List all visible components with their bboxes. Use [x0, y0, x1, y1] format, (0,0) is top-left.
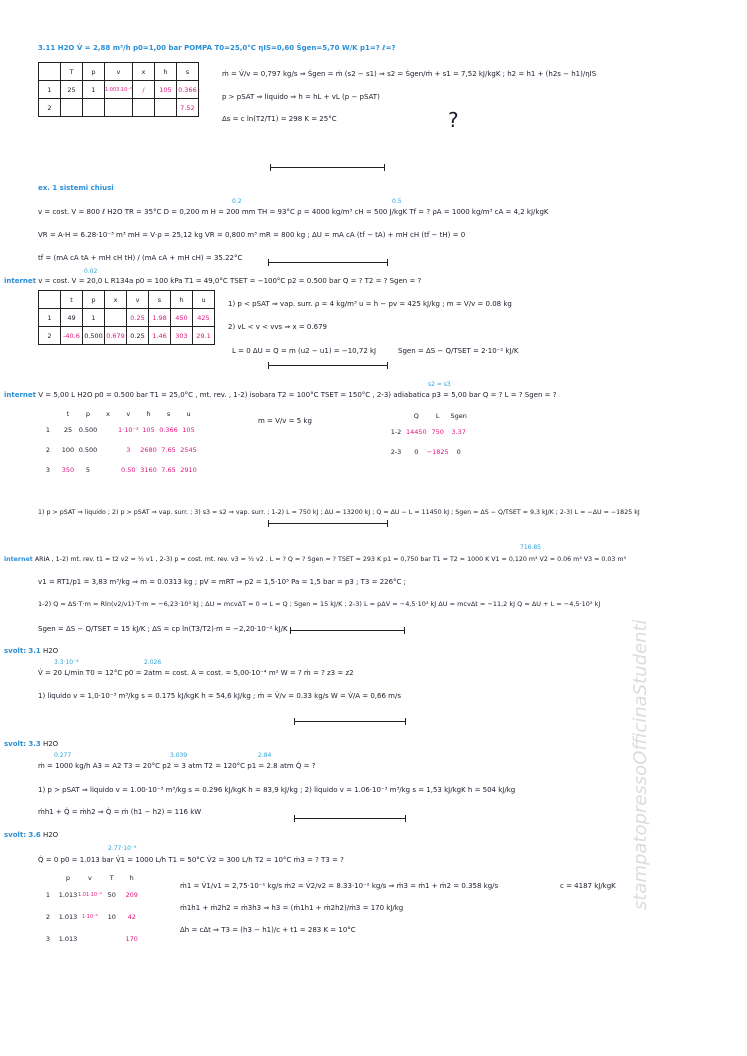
cell: 1.98: [149, 309, 171, 327]
b1-table: [38, 62, 199, 117]
cell: 0.50: [121, 466, 136, 474]
b5-line-1: v1 = RT1/p1 = 3,83 m³/kg ⇒ m = 0.0313 kg ; pV = mRT ⇒ p2 = 1,5·10⁵ Pa = 1,5 bar = p3 ; T3 = 226°C ;: [38, 578, 407, 586]
cell: 3: [126, 446, 131, 454]
b8-c: c = 4187 kJ/kgK: [560, 882, 616, 890]
b6-sub: H2O: [42, 647, 59, 655]
cell: v: [105, 63, 133, 81]
cell: 425: [193, 309, 215, 327]
b6-line-2: 1) liquido v = 1,0·10⁻³ m³/kg s = 0.175 kJ/kgK h = 54,6 kJ/kg ; ṁ = V̇/v = 0.33 kg/s W = V̇/A = 0,66 m/s: [38, 692, 401, 700]
cell: T: [61, 63, 83, 81]
cell: 450: [171, 309, 193, 327]
b8-num: 3.6: [28, 831, 41, 839]
cell: 1: [39, 81, 61, 99]
cell: L: [435, 412, 440, 420]
cell: h: [146, 410, 151, 418]
b7-tag: svolt:: [4, 740, 27, 748]
cell: 0.366: [176, 81, 198, 99]
cell: 0.500: [78, 446, 98, 454]
cell: p: [85, 410, 91, 418]
cell: 1·10⁻³: [81, 914, 98, 920]
b8-line-3: Δh = cΔt ⇒ T3 = (h3 − h1)/c + t1 = 283 K = 10°C: [180, 926, 356, 934]
b2-line-3: tf = (mA cA tA + mH cH tH) / (mA cA + mH cH) = 35.22°C: [38, 254, 243, 262]
b3-step-1: 1) p < pSAT ⇒ vap. surr. ρ = 4 kg/m³ u = h − pv = 425 kJ/kg ; m = V/v = 0.08 kg: [228, 300, 512, 308]
b8-sub: H2O: [42, 831, 59, 839]
cell: 1.46: [149, 327, 171, 345]
cell: 1.01·10⁻³: [78, 892, 102, 898]
cell: 42: [127, 913, 136, 921]
cell: 1: [45, 891, 51, 899]
b7-num: 3.3: [28, 740, 41, 748]
b5-head-text: ARIA , 1-2) mt. rev. t1 = t2 v2 = ½ v1 , 2-3) p = cost. mt. rev. v3 = ½ v2 . L = ? Q = ? Sgen = ? TSET = 293 K p1 = 0,750 bar T1 = T2 = 1000 K V1 = 0,120 m³ V2 = 0.06 m³ V3 = 0.03 m³: [34, 556, 627, 563]
b8-tag: svolt:: [4, 831, 27, 839]
cell: 750: [431, 428, 444, 436]
b7-header: [4, 740, 58, 749]
cell: Q: [413, 412, 419, 420]
b2-note-1: 0.2: [232, 198, 242, 205]
b5-header: [4, 555, 626, 564]
cell: t: [66, 410, 70, 418]
separator: [290, 630, 405, 631]
cell: 105: [154, 81, 176, 99]
b7-sub: H2O: [42, 740, 59, 748]
cell: 7.52: [176, 99, 198, 117]
cell: 209: [125, 891, 138, 899]
cell: 1.013: [58, 935, 78, 943]
cell: 10: [107, 913, 116, 921]
cell: 1·10⁻³: [118, 426, 139, 434]
b7-line-1: ṁ = 1000 kg/h A3 = A2 T3 = 20°C p2 = 3 atm T2 = 120°C p1 = 2.8 atm Q̇ = ?: [38, 762, 316, 770]
cell: 25: [61, 81, 83, 99]
cell: 14450: [406, 428, 427, 436]
b3-table: [38, 290, 215, 345]
cell: 1.003·10⁻³: [105, 81, 133, 99]
cell: 2910: [180, 466, 197, 474]
cell: 100: [61, 446, 75, 454]
b4-q-table: [386, 410, 469, 462]
cell: 1: [45, 426, 51, 434]
b2-line-2: VR = A·H = 6.28·10⁻³ m³ mH = V·ρ = 25,12 kg VR = 0,800 m³ mR = 800 kg ; ΔU = mA cA (tf − tA) + mH cH (tf − tH) = 0: [38, 231, 466, 239]
b1-tag: 3.11 H2O V̇ = 2,88 m³/h p0=1,00 bar POMPA T0=25,0°C ηIS=0,60 Ṡgen=5,70 W/K p1=? ℓ=?: [38, 44, 396, 52]
b2-tag: ex. 1 sistemi chiusi: [38, 184, 114, 192]
cell: 25: [63, 426, 73, 434]
cell: v: [127, 291, 149, 309]
cell: 105: [182, 426, 195, 434]
cell: 2: [45, 446, 51, 454]
cell: 0: [456, 448, 461, 456]
cell: 1: [83, 309, 105, 327]
separator: [268, 365, 388, 366]
b5-note: 716.85: [520, 544, 541, 551]
cell: 49: [61, 309, 83, 327]
cell: v: [126, 410, 131, 418]
cell: 2545: [180, 446, 197, 454]
separator: [294, 721, 406, 722]
cell: 1: [39, 309, 61, 327]
b8-line-1: ṁ1 = V̇1/v1 = 2,75·10⁻¹ kg/s ṁ2 = V̇2/v2 = 8.33·10⁻² kg/s ⇒ ṁ3 = ṁ1 + ṁ2 = 0.358 kg/s: [180, 882, 499, 890]
b7-line-3: ṁh1 + Q̇ = ṁh2 ⇒ Q̇ = ṁ (h1 − h2) = 116 kW: [38, 808, 202, 816]
b4-table: [38, 408, 199, 480]
cell: 0.25: [127, 309, 149, 327]
b6-line-1: V̇ = 20 L/min T0 = 12°C p0 = 2atm = cost. A = cost. = 5,00·10⁻⁴ m² W = ? ṁ = ? z3 = z2: [38, 669, 354, 677]
b4-footer: 1) p > pSAT ⇒ liquido ; 2) p > pSAT ⇒ vap. surr. ; 3) s3 = s2 ⇒ vap. surr. ; 1-2) L = 750 kJ ; ΔU = 13200 kJ ; Q = ΔU − L = 11450 kJ ; Sgen = ΔS − Q/TSET = 9,3 kJ/K ; 2-3) L = −ΔU = −1825 kJ: [38, 509, 640, 516]
b4-head-text: V = 5,00 L H2O p0 = 0.500 bar T1 = 25,0°C , mt. rev. , 1-2) isobara T2 = 100°C TSET = 150°C , 2-3) adiabatica p3 = 5,00 bar Q = ? L = ? Sgen = ?: [38, 391, 557, 399]
b5-line-2: 1-2) Q = ΔS·T·m = Rln(v2/v1)·T·m = −6,23·10³ kJ ; ΔU = mcvΔT = 0 ⇒ L = Q ; Sgen = 15 kJ/K ; 2-3) L = pΔV = −4,5·10³ kJ ΔU = mcvΔt = −11,2 kJ Q = ΔU + L = −4,5·10³ kJ: [38, 600, 601, 608]
cell: p: [65, 874, 71, 882]
cell: 0.500: [83, 327, 105, 345]
b2-note-2: 0.5: [392, 198, 402, 205]
b7-note-2: 3.039: [170, 752, 188, 759]
cell: 1.013: [58, 891, 78, 899]
b3-tag: internet: [4, 277, 37, 285]
cell: 350: [61, 466, 75, 474]
cell: v: [87, 874, 92, 882]
b7-note-1: 0.277: [54, 752, 72, 759]
cell: 1.013: [58, 913, 78, 921]
b3-step-4: Sgen = ΔS − Q/TSET = 2·10⁻² kJ/K: [398, 347, 519, 355]
cell: 1: [83, 81, 105, 99]
b8-note: 2.77·10⁻⁴: [108, 845, 137, 852]
cell: 2-3: [390, 448, 402, 456]
cell: 5: [85, 466, 91, 474]
cell: 29.1: [193, 327, 215, 345]
b7-note-3: 2.84: [258, 752, 272, 759]
cell: /: [132, 81, 154, 99]
cell: h: [171, 291, 193, 309]
cell: 0.25: [127, 327, 149, 345]
b6-header: [4, 647, 58, 656]
b1-eq3: Δs = c ln(T2/T1) = 298 K = 25°C: [222, 115, 337, 123]
cell: 0.500: [78, 426, 98, 434]
cell: u: [193, 291, 215, 309]
b4-note: s2 = s3: [428, 381, 451, 388]
cell: 50: [107, 891, 116, 899]
cell: 2680: [140, 446, 157, 454]
question-mark: ?: [448, 108, 459, 132]
b8-table: [38, 872, 142, 950]
cell: 3.37: [451, 428, 466, 436]
b8-head-text: Q̇ = 0 p0 = 1.013 bar V̇1 = 1000 L/h T1 = 50°C V̇2 = 300 L/h T2 = 10°C ṁ3 = ? T3 = ?: [38, 856, 344, 864]
b5-line-3: Sgen = ΔS − Q/TSET = 15 kJ/K ; ΔS = cp ln(T3/T2)·m = −2,20·10⁻² kJ/K: [38, 625, 288, 633]
b1-eq1: ṁ = V̇/v = 0,797 kg/s ⇒ Ṡgen = ṁ (s2 − s1) ⇒ s2 = Ṡgen/ṁ + s1 = 7,52 kJ/kgK ; h2 = h1 + (h2s − h1)/ηIS: [222, 70, 597, 78]
cell: Sgen: [450, 412, 467, 420]
cell: 105: [142, 426, 155, 434]
cell: 3: [45, 935, 51, 943]
cell: s: [166, 410, 171, 418]
b3-step-3: L = 0 ΔU = Q = m (u2 − u1) = −10,72 kJ: [232, 347, 377, 355]
b4-mass: m = V/v = 5 kg: [258, 417, 312, 425]
b6-note-2: 2.026: [144, 659, 162, 666]
cell: 1-2: [390, 428, 402, 436]
separator: [294, 818, 406, 819]
cell: T: [109, 874, 114, 882]
cell: h: [129, 874, 134, 882]
cell: 0: [414, 448, 419, 456]
b7-line-2: 1) p > pSAT ⇒ liquido v = 1.00·10⁻³ m³/kg s = 0.296 kJ/kgK h = 83,9 kJ/kg ; 2) liquido v = 1.06·10⁻³ m³/kg s = 1,53 kJ/kgK h = 504 kJ/kg: [38, 786, 516, 794]
cell: 170: [125, 935, 138, 943]
cell: p: [83, 291, 105, 309]
b1-eq2: p > pSAT ⇒ liquido ⇒ h = hL + vL (p − pSAT): [222, 93, 380, 101]
b3-step-2: 2) vL < v < vvs ⇒ x = 0.679: [228, 323, 327, 331]
separator: [270, 167, 385, 168]
cell: -40.6: [61, 327, 83, 345]
b5-tag: internet: [4, 556, 33, 563]
cell: 2: [39, 99, 61, 117]
cell: u: [186, 410, 191, 418]
cell: x: [132, 63, 154, 81]
cell: s: [149, 291, 171, 309]
b3-header: [4, 277, 421, 286]
b4-tag: internet: [4, 391, 37, 399]
b4-header: [4, 391, 556, 400]
b6-num: 3.1: [28, 647, 41, 655]
b8-line-2: ṁ1h1 + ṁ2h2 = ṁ3h3 ⇒ h3 = (ṁ1h1 + ṁ2h2)/ṁ3 = 170 kJ/kg: [180, 904, 404, 912]
cell: h: [154, 63, 176, 81]
cell: 7.65: [161, 446, 176, 454]
cell: 0.679: [105, 327, 127, 345]
cell: t: [61, 291, 83, 309]
cell: 3: [45, 466, 51, 474]
b3-note: 0.02: [84, 268, 98, 275]
cell: 7.65: [161, 466, 176, 474]
cell: x: [105, 291, 127, 309]
b3-head-text: v = cost. V = 20,0 L R134a p0 = 100 kPa T1 = 49,0°C TSET = −100°C p2 = 0.500 bar Q = ? T2 = ? Sgen = ?: [38, 277, 422, 285]
cell: 2: [45, 913, 51, 921]
cell: 2: [39, 327, 61, 345]
cell: s: [176, 63, 198, 81]
b6-tag: svolt:: [4, 647, 27, 655]
b8-header: [4, 831, 58, 840]
b1-header: [38, 44, 396, 53]
watermark: stampatopressoOfficinaStudenti: [630, 619, 651, 910]
cell: p: [83, 63, 105, 81]
separator: [268, 523, 388, 524]
cell: 0.366: [159, 426, 178, 434]
separator: [268, 262, 388, 263]
cell: −1825: [426, 448, 449, 456]
cell: x: [106, 410, 110, 418]
cell: 303: [171, 327, 193, 345]
b2-line-1: v = cost. V = 800 ℓ H2O TR = 35°C D = 0,200 m H = 200 mm TH = 93°C ρ = 4000 kg/m³ cH = 500 J/kgK Tf = ? ρA = 1000 kg/m³ cA = 4,2 kJ/kgK: [38, 208, 549, 216]
b6-note-1: 3.3·10⁻⁴: [54, 659, 79, 666]
cell: 3160: [140, 466, 157, 474]
